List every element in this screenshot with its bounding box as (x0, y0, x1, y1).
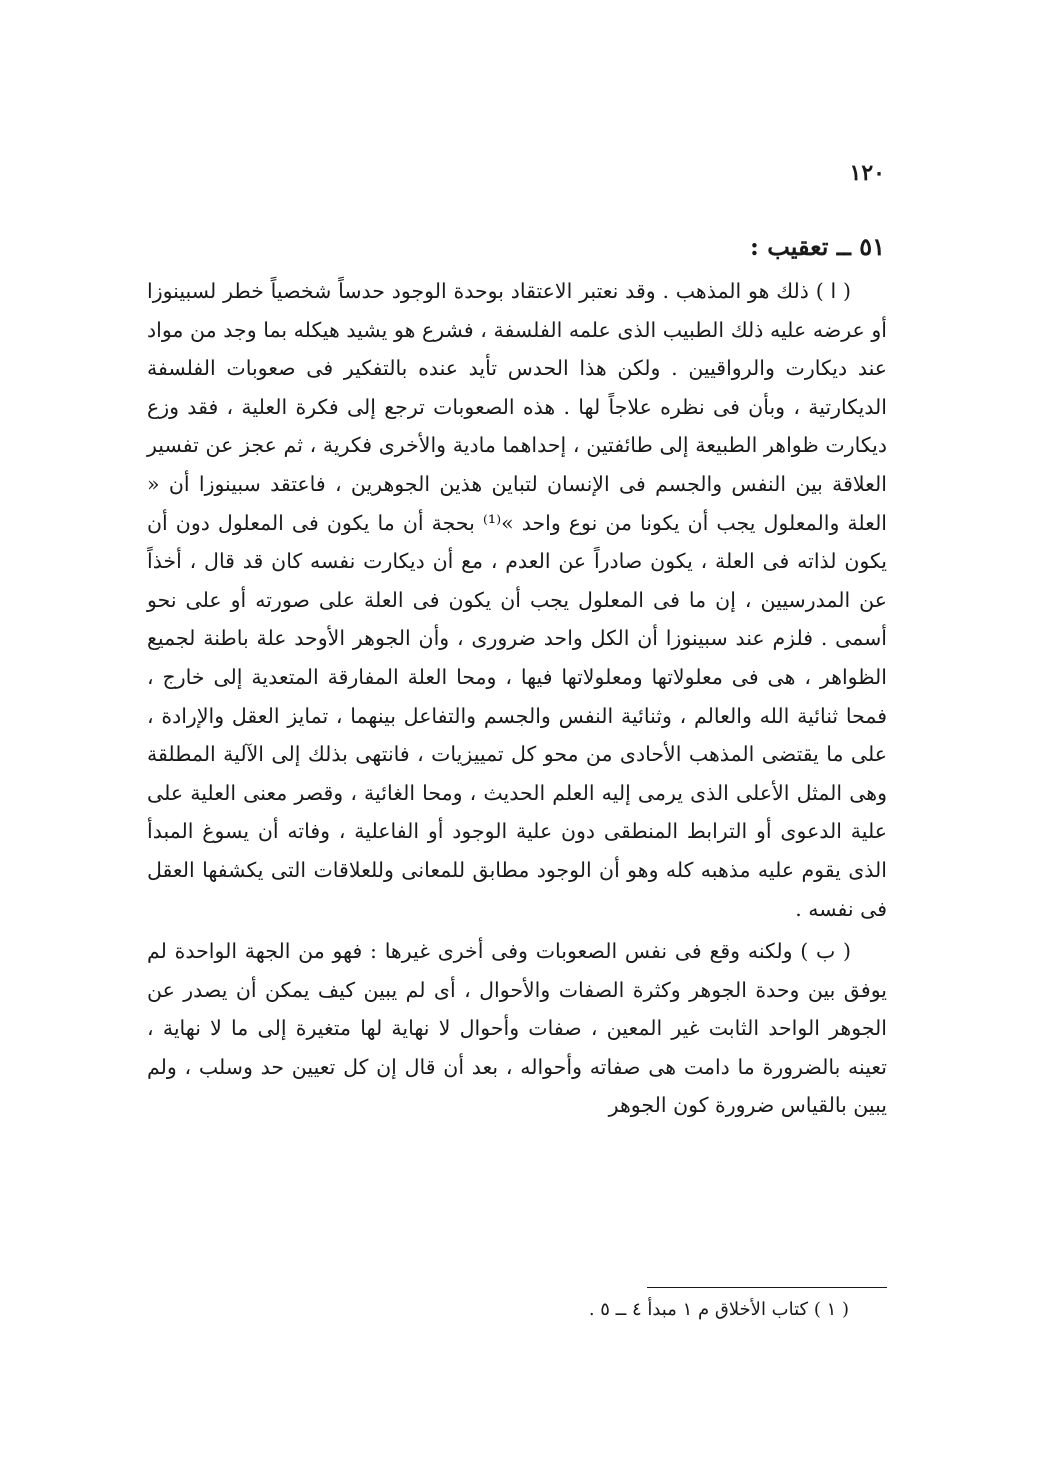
paragraph-a: ( ا ) ذلك هو المذهب . وقد نعتبر الاعتقاد بوحدة الوجود حدساً شخصياً خطر لسبينوزا أو عرضه عليه ذلك الطبيب الذى علمه الفلسفة ، فشرع هو يشيد هيكله بما وجد من مواد عند ديكارت والرواقيين . ولكن هذا الحدس تأيد عنده بالتفكير فى صعوبات الفلسفة الديكارتية ، وبأن فى نظره علاجاً لها . هذه الصعوبات ترجع إلى فكرة العلية ، فقد وزع ديكارت ظواهر الطبيعة إلى طائفتين ، إحداهما مادية والأخرى فكرية ، ثم عجز عن تفسير العلاقة بين النفس والجسم فى الإنسان لتباين هذين الجوهرين ، فاعتقد سبينوزا أن « العلة والمعلول يجب أن يكونا من نوع واحد »⁽¹⁾ بحجة أن ما يكون فى المعلول دون أن يكون لذاته فى العلة ، يكون صادراً عن العدم ، مع أن ديكارت نفسه كان قد قال ، أخذاً عن المدرسيين ، إن ما فى المعلول يجب أن يكون فى العلة على صورته أو على نحو أسمى . فلزم عند سبينوزا أن الكل واحد ضرورى ، وأن الجوهر الأوحد علة باطنة لجميع الظواهر ، هى فى معلولاتها ومعلولاتها فيها ، ومحا العلة المفارقة المتعدية إلى خارج ، فمحا ثنائية الله والعالم ، وثنائية النفس والجسم والتفاعل بينهما ، تمايز العقل والإرادة ، على ما يقتضى المذهب الأحادى من محو كل تمييزيات ، فانتهى بذلك إلى الآلية المطلقة وهى المثل الأعلى الذى يرمى إليه العلم الحديث ، ومحا الغائية ، وقصر معنى العلية على علية الدعوى أو الترابط المنطقى دون علية الوجود أو الفاعلية ، وفاته أن يسوغ المبدأ الذى يقوم عليه مذهبه كله وهو أن الوجود مطابق للمعانى وللعلاقات التى يكشفها العقل فى نفسه . (147, 279, 888, 921)
section-heading: ٥١ ــ تعقيب : (750, 232, 885, 261)
paragraph-b: ( ب ) ولكنه وقع فى نفس الصعوبات وفى أخرى غيرها : فهو من الجهة الواحدة لم يوفق بين وحدة الجوهر وكثرة الصفات والأحوال ، أى لم يبين كيف يمكن أن يصدر عن الجوهر الواحد الثابت غير المعين ، صفات وأحوال لا نهاية لها متغيرة إلى ما لا نهاية ، تعينه بالضرورة ما دامت هى صفاته وأحواله ، بعد أن قال إن كل تعيين حد وسلب ، ولم يبين بالقياس ضرورة كون الجوهر (147, 939, 887, 1118)
body-text (147, 272, 887, 1125)
page-number: ١٢٠ (849, 160, 885, 186)
footnote: ( ١ ) كتاب الأخلاق م ١ مبدأ ٤ ــ ٥ . (588, 1299, 849, 1320)
footnote-divider (647, 1287, 887, 1288)
